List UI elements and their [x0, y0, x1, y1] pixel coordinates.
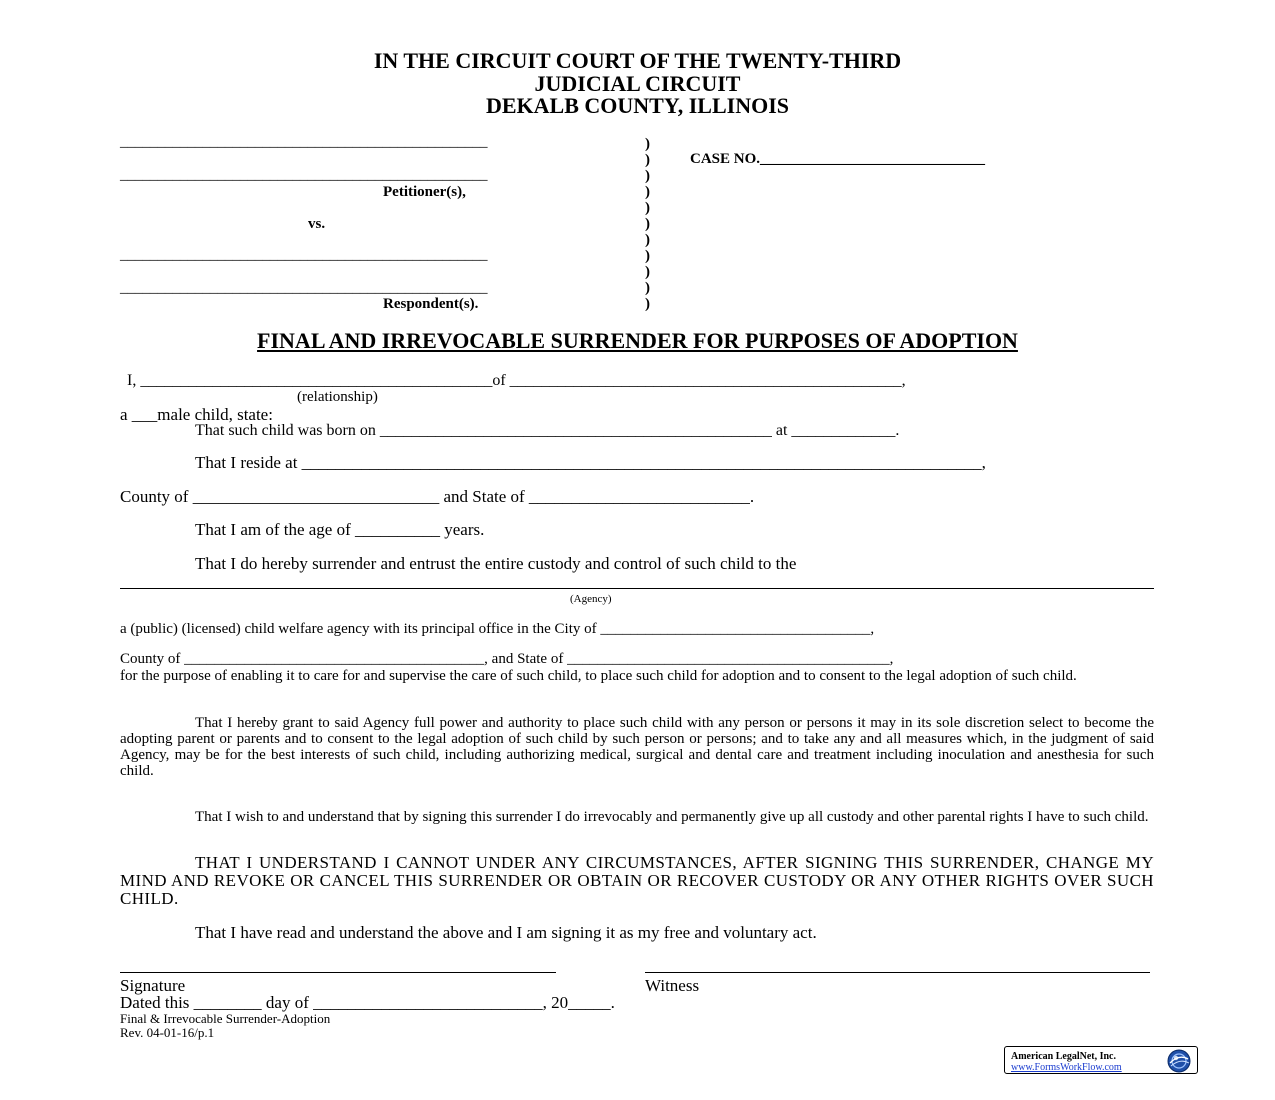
- residence-line: That I reside at ________________________________________________________________________________,: [195, 453, 986, 472]
- declarant-line: I, ____________________________________________of _________________________________________________,: [127, 372, 906, 389]
- agency-county-state-line: County of ________________________________________, and State of ___________________________________________,: [120, 651, 894, 667]
- vs-label: vs.: [308, 216, 326, 232]
- caption-paren: ): [645, 184, 650, 200]
- relationship-label: (relationship): [297, 389, 378, 405]
- voluntary-act-line: That I have read and understand the above and I am signing it as my free and voluntary act.: [195, 923, 817, 942]
- surrender-line: That I do hereby surrender and entrust the entire custody and control of such child to the: [195, 554, 797, 573]
- petitioner-name-line-2: _________________________________________________: [120, 167, 488, 183]
- caption-paren: ): [645, 168, 650, 184]
- logo-company-name: American LegalNet, Inc.: [1011, 1051, 1116, 1062]
- dated-line: Dated this ________ day of ___________________________, 20_____.: [120, 993, 615, 1012]
- caption-paren: ): [645, 136, 650, 152]
- witness-label: Witness: [645, 976, 700, 995]
- grant-paragraph-text: That I hereby grant to said Agency full power and authority to place such child with any person or persons it may in its sole discretion select to become the adopting parent or parents and to consent to the legal adoption of such child by such person or persons; and to take any and all measures which, in the judgment of said Agency, may be for the best interests of such child, including authorizing medical, surgical and dental care and treatment including inoculation and anesthesia for such child.: [120, 715, 1154, 779]
- court-heading-line1: IN THE CIRCUIT COURT OF THE TWENTY-THIRD: [373, 48, 902, 73]
- irrevocable-warning-text: THAT I UNDERSTAND I CANNOT UNDER ANY CIRCUMSTANCES, AFTER SIGNING THIS SURRENDER, CHANGE MY MIND AND REVOKE OR CANCEL THIS SURRENDER OR OBTAIN OR RECOVER CUSTODY OR ANY OTHER RIGHTS OVER SUCH CHILD.: [120, 853, 1154, 908]
- caption-paren: ): [645, 216, 650, 232]
- caption-paren: ): [645, 248, 650, 264]
- case-number-field: CASE NO.______________________________: [690, 151, 986, 167]
- purpose-paragraph: for the purpose of enabling it to care for and supervise the care of such child, to place such child for adoption and to consent to the legal adoption of such child.: [120, 668, 1077, 684]
- agency-name-line: [120, 588, 1154, 589]
- irrevocable-warning-paragraph: [120, 854, 1154, 908]
- county-state-line: County of _____________________________ and State of __________________________.: [120, 487, 755, 506]
- caption-paren: ): [645, 232, 650, 248]
- document-title: FINAL AND IRREVOCABLE SURRENDER FOR PURPOSES OF ADOPTION: [257, 328, 1018, 353]
- wish-paragraph-text: That I wish to and understand that by signing this surrender I do irrevocably and permanently give up all custody and other parental rights I have to such child.: [195, 809, 1149, 825]
- form-name: Final & Irrevocable Surrender-Adoption: [120, 1011, 331, 1026]
- petitioner-name-line-1: _________________________________________________: [120, 134, 488, 150]
- agency-city-line: a (public) (licensed) child welfare agency with its principal office in the City of ____________________________________,: [120, 621, 875, 637]
- respondent-name-line-1: _________________________________________________: [120, 247, 488, 263]
- globe-icon: [1166, 1048, 1192, 1074]
- male-child-line: a ___male child, state:: [120, 405, 273, 424]
- signature-line: [120, 972, 556, 973]
- american-legalnet-logo: [1004, 1046, 1198, 1074]
- court-heading-line3: DEKALB COUNTY, ILLINOIS: [486, 93, 789, 118]
- caption-paren: ): [645, 280, 650, 296]
- logo-website-link[interactable]: www.FormsWorkFlow.com: [1011, 1062, 1122, 1073]
- petitioner-label: Petitioner(s),: [383, 184, 466, 200]
- caption-paren: ): [645, 200, 650, 216]
- wish-paragraph: [120, 809, 1154, 825]
- caption-paren: ): [645, 296, 650, 312]
- birth-line: That such child was born on _________________________________________________ at _____________.: [195, 422, 900, 439]
- witness-line: [645, 972, 1150, 973]
- form-revision: Rev. 04-01-16/p.1: [120, 1025, 215, 1040]
- respondent-name-line-2: _________________________________________________: [120, 280, 488, 296]
- caption-paren: ): [645, 152, 650, 168]
- caption-paren: ): [645, 264, 650, 280]
- agency-label: (Agency): [570, 593, 612, 605]
- court-heading-line2: JUDICIAL CIRCUIT: [534, 71, 741, 96]
- grant-paragraph: [120, 715, 1154, 779]
- age-line: That I am of the age of __________ years.: [195, 520, 485, 539]
- respondent-label: Respondent(s).: [383, 296, 479, 312]
- signature-label: Signature: [120, 976, 186, 995]
